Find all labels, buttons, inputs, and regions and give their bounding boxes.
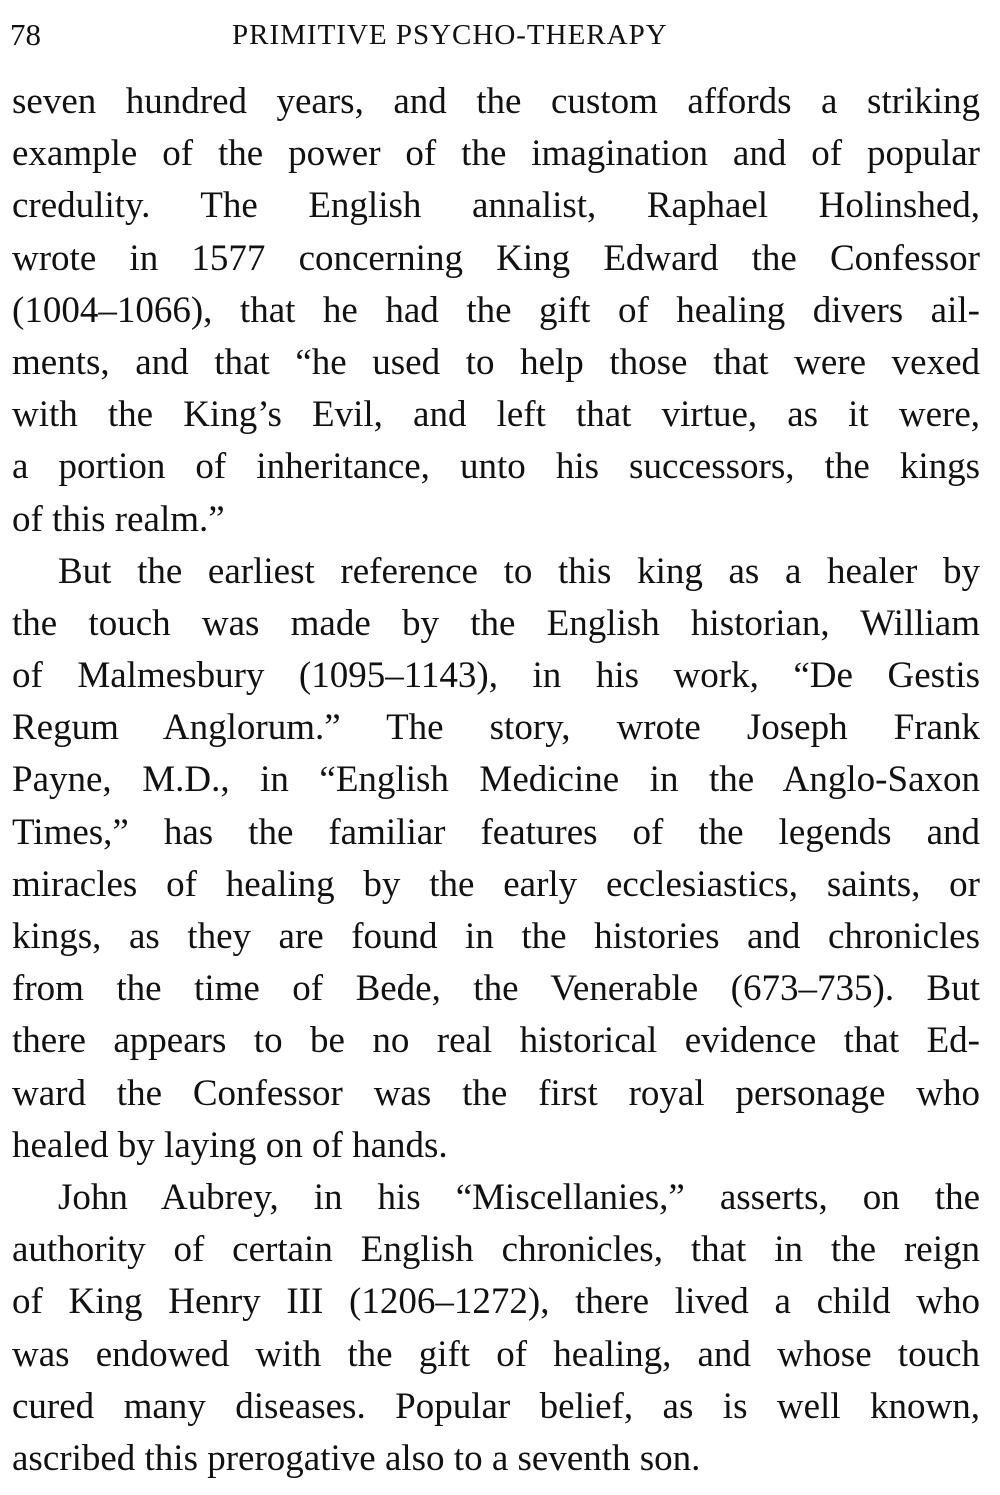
text-line: Payne, M.D., in “English Medicine in the Anglo-Saxon: [12, 759, 980, 801]
body-text: [12, 76, 980, 1485]
text-line: (1004–1066), that he had the gift of healing divers ail-: [12, 289, 980, 331]
text-line: But the earliest reference to this king as a healer by: [58, 550, 980, 592]
text-line: authority of certain English chronicles, that in the reign: [12, 1229, 980, 1271]
text-line: healed by laying on of hands.: [12, 1124, 448, 1166]
text-line: the touch was made by the English historian, William: [12, 602, 980, 644]
text-line: a portion of inheritance, unto his successors, the kings: [12, 446, 980, 488]
text-line: seven hundred years, and the custom affords a striking: [12, 81, 980, 122]
text-line: of Malmesbury (1095–1143), in his work, “De Gestis: [12, 655, 980, 697]
text-line: John Aubrey, in his “Miscellanies,” asserts, on the: [58, 1176, 980, 1218]
text-line: ments, and that “he used to help those that were vexed: [12, 341, 980, 383]
text-line: ward the Confessor was the first royal personage who: [12, 1072, 980, 1114]
text-line: with the King’s Evil, and left that virtue, as it were,: [12, 394, 980, 436]
text-line: ascribed this prerogative also to a seventh son.: [12, 1437, 701, 1479]
text-line: of this realm.”: [12, 498, 225, 540]
paragraph-2: [12, 546, 980, 1172]
text-line: kings, as they are found in the histories and chronicles: [12, 916, 980, 957]
text-line: of King Henry III (1206–1272), there lived a child who: [12, 1281, 980, 1323]
running-title: PRIMITIVE PSYCHO-THERAPY: [232, 19, 668, 51]
text-line: credulity. The English annalist, Raphael Holinshed,: [12, 185, 980, 227]
paragraph-3: [12, 1172, 980, 1485]
text-line: from the time of Bede, the Venerable (673–735). But: [12, 968, 980, 1010]
text-line: miracles of healing by the early ecclesiastics, saints, or: [12, 863, 980, 905]
text-line: cured many diseases. Popular belief, as is well known,: [12, 1385, 980, 1427]
text-line: wrote in 1577 concerning King Edward the Confessor: [12, 237, 980, 279]
text-line: example of the power of the imagination and of popular: [12, 133, 980, 175]
text-line: Regum Anglorum.” The story, wrote Joseph Frank: [12, 707, 980, 749]
text-line: there appears to be no real historical evidence that Ed-: [12, 1020, 980, 1062]
running-header: [10, 14, 985, 56]
text-line: was endowed with the gift of healing, and whose touch: [12, 1333, 980, 1375]
page-number: 78: [10, 17, 41, 52]
text-line: Times,” has the familiar features of the legends and: [12, 811, 980, 853]
paragraph-1: [12, 76, 980, 546]
